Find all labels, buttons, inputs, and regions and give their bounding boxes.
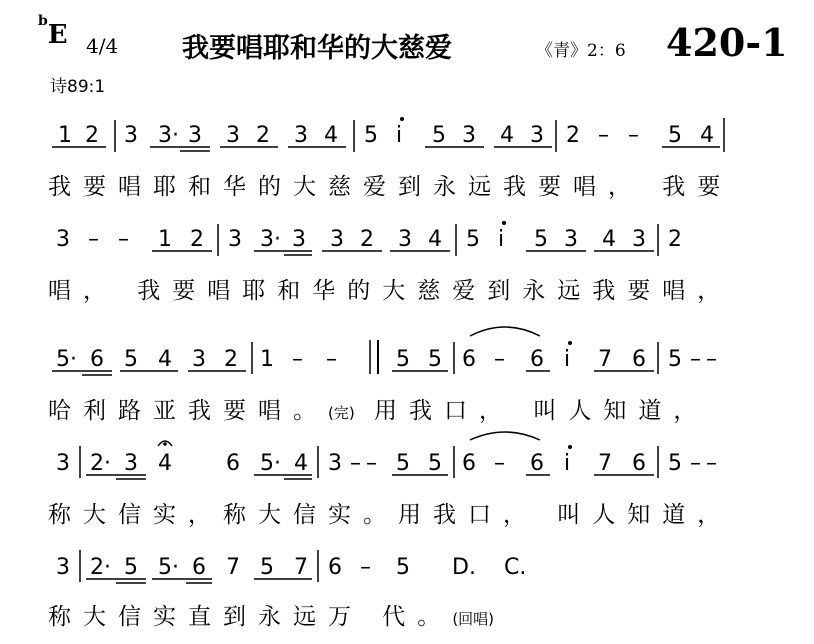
- note: 5: [534, 227, 548, 252]
- note: 3: [56, 451, 70, 476]
- note: –: [706, 347, 717, 372]
- lyrics-line-4: 称大信实，称大信实。用我口， 叫人知道，: [48, 502, 733, 528]
- note: 2: [256, 123, 270, 148]
- note: –: [494, 347, 505, 372]
- note: –: [628, 123, 639, 148]
- note: 4: [158, 451, 172, 476]
- note: 2·: [90, 451, 111, 476]
- note: 5·: [56, 347, 77, 372]
- note: 6: [530, 451, 544, 476]
- repeat-mark: (回唱): [452, 610, 495, 628]
- note: 6: [632, 451, 646, 476]
- note: –: [350, 451, 361, 476]
- note: 5: [396, 555, 410, 580]
- note: 5: [668, 123, 682, 148]
- note: –: [706, 451, 717, 476]
- note: 1: [260, 347, 274, 372]
- note: 5: [364, 123, 378, 148]
- note: 6: [328, 555, 342, 580]
- lyrics-line-2: 唱， 我要唱耶和华的大慈爱到永远我要唱，: [48, 278, 733, 304]
- note: i: [564, 347, 571, 372]
- note: 5: [396, 347, 410, 372]
- note: 5: [668, 347, 682, 372]
- lyrics-line-5: [48, 598, 494, 631]
- score-line-4: [56, 432, 717, 479]
- hymn-reference: 《青》2：6: [536, 41, 626, 61]
- score-line-5: [56, 550, 526, 583]
- note: 7: [598, 451, 612, 476]
- key-signature: $^b$E: [38, 13, 68, 50]
- hymn-title: 我要唱耶和华的大慈爱: [182, 33, 452, 64]
- note: –: [690, 347, 701, 372]
- note: –: [366, 451, 377, 476]
- note: –: [88, 227, 99, 252]
- note: 7: [598, 347, 612, 372]
- note: 3: [530, 123, 544, 148]
- note: 4: [324, 123, 338, 148]
- score-line-2: [56, 221, 682, 256]
- note: 6: [530, 347, 544, 372]
- note: 3: [124, 451, 138, 476]
- note: –: [292, 347, 303, 372]
- note: 4: [158, 347, 172, 372]
- note: –: [690, 451, 701, 476]
- note: 3: [330, 227, 344, 252]
- note: 6: [462, 347, 476, 372]
- note: 2: [190, 227, 204, 252]
- note: 5: [432, 123, 446, 148]
- note: 3: [192, 347, 206, 372]
- note: i: [564, 451, 571, 476]
- note: 4: [294, 451, 308, 476]
- end-mark: (完): [328, 404, 355, 422]
- note: 4: [428, 227, 442, 252]
- note: 3: [292, 227, 306, 252]
- note: 5: [124, 347, 138, 372]
- note: 1: [158, 227, 172, 252]
- note: 5: [396, 451, 410, 476]
- note: 4: [700, 123, 714, 148]
- lyrics-text: 用我口， 叫人知道，: [374, 398, 709, 424]
- note: 3: [328, 451, 342, 476]
- note: –: [118, 227, 129, 252]
- note: 2: [360, 227, 374, 252]
- lyrics-text: 称大信实直到永远万 代。: [48, 604, 453, 630]
- time-signature: 4/4: [86, 34, 119, 58]
- note: 3: [564, 227, 578, 252]
- note: 3: [124, 123, 138, 148]
- note: 3: [398, 227, 412, 252]
- note: 5: [260, 555, 274, 580]
- note: –: [494, 451, 505, 476]
- note: 2·: [90, 555, 111, 580]
- note: 6: [226, 451, 240, 476]
- note: 3·: [260, 227, 281, 252]
- score-line-1: [52, 117, 724, 152]
- note: 7: [294, 555, 308, 580]
- note: 2: [85, 123, 99, 148]
- note: 3: [56, 227, 70, 252]
- note: 5: [428, 347, 442, 372]
- note: 3: [56, 555, 70, 580]
- note: 4: [602, 227, 616, 252]
- note: 5: [124, 555, 138, 580]
- note: 6: [462, 451, 476, 476]
- dal-capo: C.: [504, 555, 527, 580]
- dal-capo: D.: [452, 555, 476, 580]
- note: 3: [462, 123, 476, 148]
- score-line-3: [52, 327, 717, 375]
- note: 2: [566, 123, 580, 148]
- note: 3: [632, 227, 646, 252]
- note: 4: [500, 123, 514, 148]
- note: –: [326, 347, 337, 372]
- note: 3·: [158, 123, 179, 148]
- note: 5·: [158, 555, 179, 580]
- note: –: [598, 123, 609, 148]
- note: 2: [668, 227, 682, 252]
- note: i: [498, 227, 505, 252]
- hymn-number: 420-1: [666, 20, 788, 65]
- note: 5: [466, 227, 480, 252]
- note: 3: [228, 227, 242, 252]
- note: 5: [428, 451, 442, 476]
- note: 3: [294, 123, 308, 148]
- note: i: [396, 123, 403, 148]
- lyrics-line-1: 我要唱耶和华的大慈爱到永远我要唱， 我要: [48, 174, 733, 200]
- lyrics-text: 哈利路亚我要唱。: [48, 398, 328, 424]
- note: 5: [668, 451, 682, 476]
- note: 5·: [260, 451, 281, 476]
- note: –: [360, 555, 371, 580]
- note: 7: [226, 555, 240, 580]
- note: 1: [58, 123, 72, 148]
- lyrics-line-3: [48, 392, 708, 425]
- verse-reference: 诗89:1: [50, 77, 106, 97]
- note: 6: [192, 555, 206, 580]
- note: 3: [188, 123, 202, 148]
- note: 2: [224, 347, 238, 372]
- note: 6: [632, 347, 646, 372]
- note: 3: [226, 123, 240, 148]
- note: 6: [90, 347, 104, 372]
